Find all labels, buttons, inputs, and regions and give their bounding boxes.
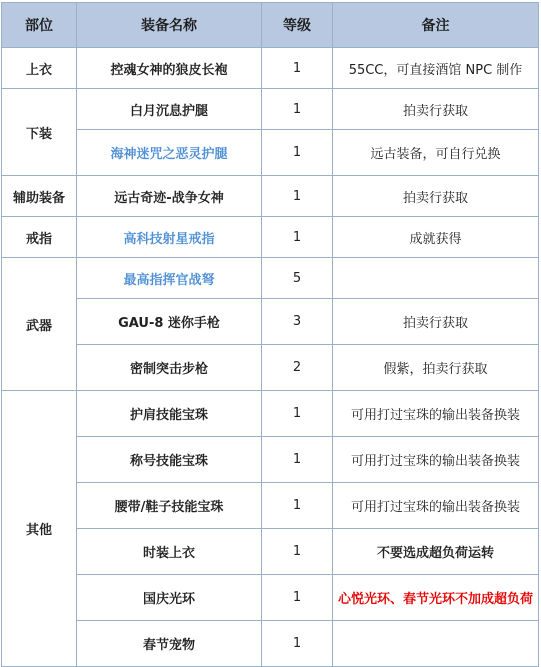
item-name-cell: GAU-8 迷你手枪	[77, 299, 262, 345]
item-name-cell: 称号技能宝珠	[77, 437, 262, 483]
table-row	[2, 130, 539, 176]
level-cell: 1	[262, 217, 333, 258]
table-row	[2, 258, 539, 299]
note-cell: 假紫，拍卖行获取	[333, 345, 539, 391]
note-cell: 拍卖行获取	[333, 299, 539, 345]
table-row	[2, 176, 539, 217]
table-row	[2, 621, 539, 667]
item-name-cell: 国庆光环	[77, 575, 262, 621]
item-name-cell: 最高指挥官战弩	[77, 258, 262, 299]
note-cell: 远古装备，可自行兑换	[333, 130, 539, 176]
item-name-cell: 时装上衣	[77, 529, 262, 575]
header-part: 部位	[2, 3, 77, 48]
part-cell: 武器	[2, 258, 77, 391]
table-row	[2, 89, 539, 130]
table-row	[2, 345, 539, 391]
item-name-cell: 白月沉息护腿	[77, 89, 262, 130]
part-cell: 上衣	[2, 48, 77, 89]
table-row	[2, 437, 539, 483]
note-cell: 可用打过宝珠的输出装备换装	[333, 483, 539, 529]
table-row	[2, 483, 539, 529]
level-cell: 1	[262, 575, 333, 621]
note-cell: 拍卖行获取	[333, 176, 539, 217]
header-level: 等级	[262, 3, 333, 48]
level-cell: 5	[262, 258, 333, 299]
table-row	[2, 299, 539, 345]
table-row	[2, 217, 539, 258]
item-name-cell: 腰带/鞋子技能宝珠	[77, 483, 262, 529]
part-cell: 辅助装备	[2, 176, 77, 217]
note-cell: 成就获得	[333, 217, 539, 258]
item-name-cell: 高科技射星戒指	[77, 217, 262, 258]
table-row	[2, 529, 539, 575]
header-row	[2, 3, 539, 48]
header-note: 备注	[333, 3, 539, 48]
level-cell: 2	[262, 345, 333, 391]
level-cell: 1	[262, 89, 333, 130]
level-cell: 3	[262, 299, 333, 345]
table-row	[2, 48, 539, 89]
note-cell: 可用打过宝珠的输出装备换装	[333, 391, 539, 437]
level-cell: 1	[262, 48, 333, 89]
part-cell: 其他	[2, 391, 77, 667]
note-cell	[333, 621, 539, 667]
item-name-cell: 密制突击步枪	[77, 345, 262, 391]
item-name-cell: 护肩技能宝珠	[77, 391, 262, 437]
table-row	[2, 391, 539, 437]
note-cell: 心悦光环、春节光环不加成超负荷	[333, 575, 539, 621]
level-cell: 1	[262, 483, 333, 529]
item-name-cell: 春节宠物	[77, 621, 262, 667]
table-row	[2, 575, 539, 621]
level-cell: 1	[262, 437, 333, 483]
note-cell: 可用打过宝珠的输出装备换装	[333, 437, 539, 483]
note-cell: 不要选成超负荷运转	[333, 529, 539, 575]
note-cell: 55CC，可直接酒馆 NPC 制作	[333, 48, 539, 89]
level-cell: 1	[262, 621, 333, 667]
level-cell: 1	[262, 529, 333, 575]
item-name-cell: 远古奇迹-战争女神	[77, 176, 262, 217]
level-cell: 1	[262, 130, 333, 176]
part-cell: 下装	[2, 89, 77, 176]
note-cell	[333, 258, 539, 299]
equipment-table	[1, 2, 539, 667]
item-name-cell: 控魂女神的狼皮长袍	[77, 48, 262, 89]
level-cell: 1	[262, 391, 333, 437]
header-name: 装备名称	[77, 3, 262, 48]
note-cell: 拍卖行获取	[333, 89, 539, 130]
level-cell: 1	[262, 176, 333, 217]
item-name-cell: 海神迷咒之恶灵护腿	[77, 130, 262, 176]
part-cell: 戒指	[2, 217, 77, 258]
